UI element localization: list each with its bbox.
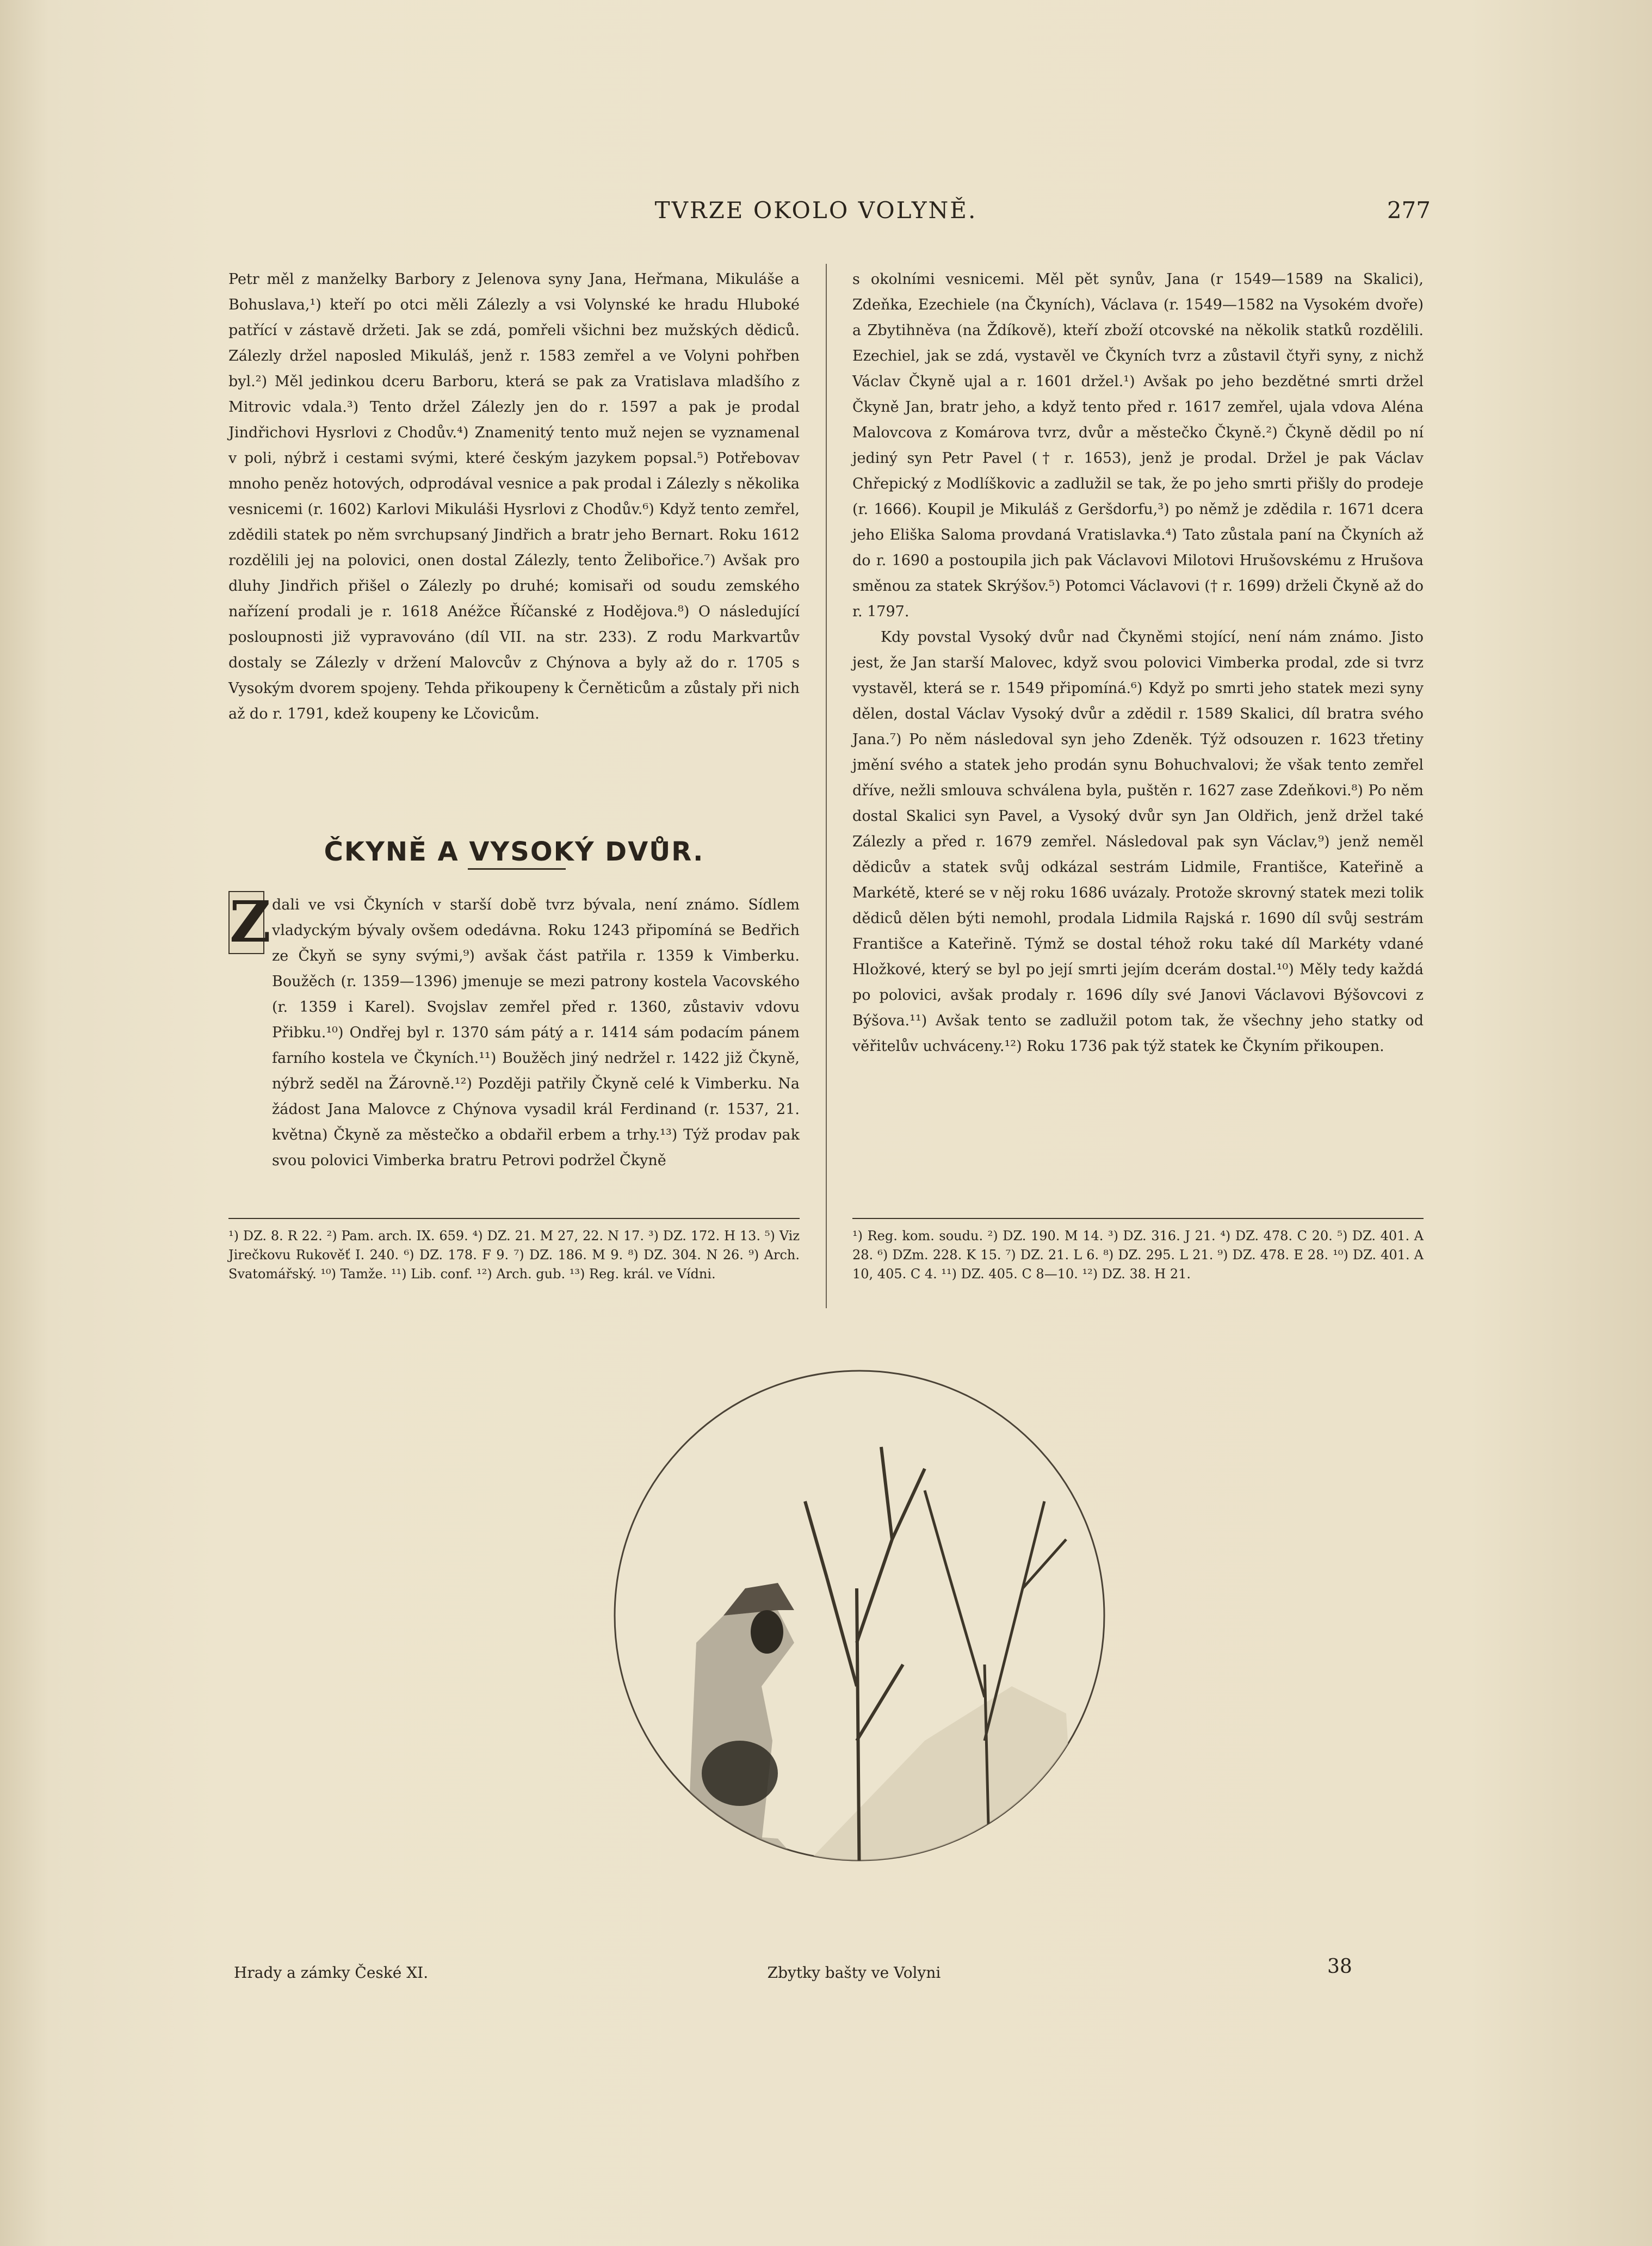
heading-rule	[468, 868, 566, 870]
section-heading: ČKYNĚ A VYSOKÝ DVŮR.	[324, 837, 704, 867]
left-column-top	[228, 267, 800, 727]
paragraph-vysoky-dvur: Kdy povstal Vysoký dvůr nad Čkyněmi stojící, není nám známo. Jisto jest, že Jan starší Malovec, když svou polovici Vimberka prodal, zde si tvrz vystavěl, která se r. 1549 připomíná.⁶) Když po smrti jeho statek mezi syny dělen, dostal Václav Vysoký dvůr a zdědil r. 1589 Skalici, díl bratra svého Jana.⁷) Po něm následoval syn jeho Zdeněk. Týž odsouzen r. 1623 třetiny jmění svého a statek jeho prodán synu Bohuchvalovi; že však tento zemřel dříve, nežli smlouva schválena byla, puštěn r. 1627 zase Zdeňkovi.⁸) Po něm dostal Skalici syn Pavel, a Vysoký dvůr syn Jan Oldřich, jenž držel také Zálezly a před r. 1679 zemřel. Následoval pak syn Václav,⁹) jenž neměl dědicův a statek svůj odkázal sestrám Lidmile, Františce, Kateřině a Markétě, které se v něj roku 1686 uvázaly. Protože skrovný statek mezi tolik dědiců dělen býti nemohl, prodala Lidmila Rajská r. 1690 díl svůj sestrám Františce a Kateřině. Týmž se dostal téhož roku také díl Markéty vdané Hložkové, který se byl po její smrti jejím dcerám dostal.¹⁰) Měly tedy každá po polovici, avšak prodaly r. 1696 díly své Janovi Václavovi Býšovcovi z Býšova.¹¹) Avšak tento se zadlužil potom tak, že všechny jeho statky od věřitelův uchváceny.¹²) Roku 1736 pak týž statek ke Čkyním přikoupen.	[852, 629, 1424, 1055]
footnotes-left: ¹) DZ. 8. R 22. ²) Pam. arch. IX. 659. ⁴) DZ. 21. M 27, 22. N 17. ³) DZ. 172. H 13. ⁵) Viz Jirečkovu Rukověť I. 240. ⁶) DZ. 178. F 9. ⁷) DZ. 186. M 9. ⁸) DZ. 304. N 26. ⁹) Arch. Svatomářský. ¹⁰) Tamže. ¹¹) Lib. conf. ¹²) Arch. gub. ¹³) Reg. král. ve Vídni.	[228, 1228, 800, 1282]
footnote-rule-left	[228, 1218, 800, 1219]
illustration-caption: Zbytky bašty ve Volyni	[767, 1964, 941, 1982]
ruin-window	[751, 1610, 783, 1654]
paragraph-zalezly: Petr měl z manželky Barbory z Jelenova syny Jana, Heřmana, Mikuláše a Bohuslava,¹) kteří po otci měli Zálezly a vsi Volynské ke hradu Hluboké patřící v zástavě držeti. Jak se zdá, pomřeli všichni bez mužských dědiců. Zálezly držel naposled Mikuláš, jenž r. 1583 zemřel a ve Volyni pohřben byl.²) Měl jedinkou dceru Barboru, která se pak za Vratislava mladšího z Mitrovic vdala.³) Tento držel Zálezly jen do r. 1597 a pak je prodal Jindřichovi Hysrlovi z Chodův.⁴) Znamenitý tento muž nejen se vyznamenal v poli, nýbrž i cestami svými, které českým jazykem popsal.⁵) Potřebovav mnoho peněz hotových, odprodával vesnice a pak prodal i Zálezly s několika vesnicemi (r. 1602) Karlovi Mikuláši Hysrlovi z Chodův.⁶) Když tento zemřel, zdědili statek po něm svrchupsaný Jindřich a bratr jeho Bernart. Roku 1612 rozdělili jej na polovici, onen dostal Zálezly, tento Želibořice.⁷) Avšak pro dluhy Jindřich přišel o Zálezly po druhé; komisaři od soudu zemského nařízení prodali je r. 1618 Anéžce Říčanské z Hodějova.⁸) O následující posloupnosti již vypravováno (díl VII. na str. 233). Z rodu Markvartův dostaly se Zálezly v držení Malovcův z Chýnova a byly až do r. 1705 s Vysokým dvorem spojeny. Tehda přikoupeny k Černěticům a zůstaly při nich až do r. 1791, kdež koupeny ke Lčovicům.	[228, 271, 800, 722]
ruin-opening	[702, 1741, 778, 1806]
right-column	[852, 267, 1424, 1059]
sheet-number: 38	[1327, 1956, 1352, 1978]
paragraph-ckyne-continued: s okolními vesnicemi. Měl pět synův, Jana (r 1549—1589 na Skalici), Zdeňka, Ezechiele (na Čkyních), Václava (r. 1549—1582 na Vysokém dvoře) a Zbytihněva (na Ždíkově), kteří zboží otcovské na několik statků rozdělili. Ezechiel, jak se zdá, vystavěl ve Čkyních tvrz a zůstavil čtyři syny, z nichž Václav Čkyně ujal a r. 1601 držel.¹) Avšak po jeho bezdětné smrti držel Čkyně Jan, bratr jeho, a když tento před r. 1617 zemřel, ujala vdova Aléna Malovcova z Komárova tvrz, dvůr a městečko Čkyně.²) Čkyně dědil po ní jediný syn Petr Pavel († r. 1653), jenž je prodal. Držel je pak Václav Chřepický z Modlíškovic a zadlužil se tak, že po jeho smrti přišly do prodeje (r. 1666). Koupil je Mikuláš z Geršdorfu,³) po němž je zdědila r. 1671 dcera jeho Eliška Saloma provdaná Vratislavka.⁴) Tato zůstala paní na Čkyních až do r. 1690 a postoupila jich pak Václavovi Milotovi Hrušovskému z Hrušova směnou za statek Skrýšov.⁵) Potomci Václavovi († r. 1699) drželi Čkyně až do r. 1797.	[852, 271, 1424, 620]
series-caption: Hrady a zámky České XI.	[234, 1964, 429, 1982]
drop-cap: Z	[230, 888, 271, 955]
small-building	[1017, 1849, 1034, 1882]
left-column-section	[228, 888, 800, 1173]
paragraph-ckyne: dali ve vsi Čkyních v starší době tvrz bývala, není známo. Sídlem vladyckým bývaly ovšem odedávna. Roku 1243 připomíná se Bedřich ze Čkyň se syny svými,⁹) avšak část patřila r. 1359 k Vimberku. Boužěch (r. 1359—1396) jmenuje se mezi patrony kostela Vacovského (r. 1359 i Karel). Svojslav zemřel před r. 1360, zůstaviv vdovu Přibku.¹⁰) Ondřej byl r. 1370 sám pátý a r. 1414 sám podacím pánem farního kostela ve Čkyních.¹¹) Boužěch jiný nedržel r. 1422 již Čkyně, nýbrž seděl na Žárovně.¹²) Později patřily Čkyně celé k Vimberku. Na žádost Jana Malovce z Chýnova vysadil král Ferdinand (r. 1537, 21. května) Čkyně za městečko a obdařil erbem a trhy.¹³) Týž prodav pak svou polovici Vimberka bratru Petrovi podržel Čkyně	[272, 896, 800, 1169]
footnote-rule-right	[852, 1218, 1424, 1219]
page-number: 277	[1387, 197, 1431, 224]
column-divider	[826, 264, 827, 1308]
running-header: TVRZE OKOLO VOLYNĚ.	[654, 197, 977, 224]
tower-ruins-illustration	[598, 1360, 1121, 1915]
footnotes-right: ¹) Reg. kom. soudu. ²) DZ. 190. M 14. ³) DZ. 316. J 21. ⁴) DZ. 478. C 20. ⁵) DZ. 401. A 28. ⁶) DZm. 228. K 15. ⁷) DZ. 21. L 6. ⁸) DZ. 295. L 21. ⁹) DZ. 478. E 28. ¹⁰) DZ. 401. A 10, 405. C 4. ¹¹) DZ. 405. C 8—10. ¹²) DZ. 38. H 21.	[852, 1228, 1424, 1282]
